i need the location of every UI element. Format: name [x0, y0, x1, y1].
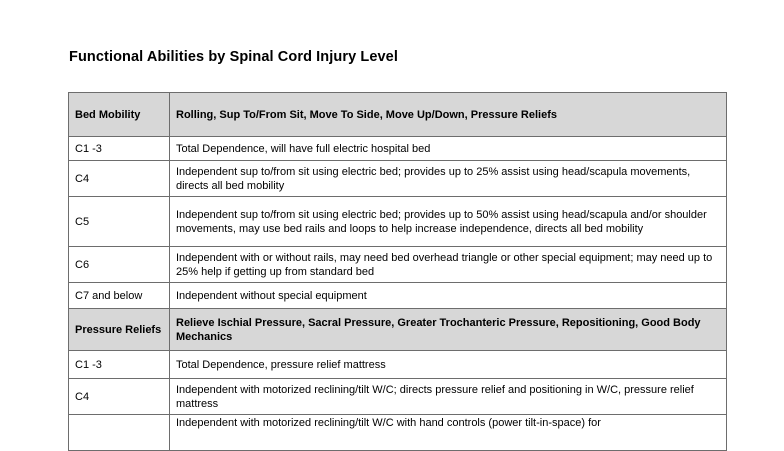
ability-cell: Total Dependence, pressure relief mattress — [170, 351, 727, 379]
ability-cell: Independent with or without rails, may need bed overhead triangle or other special equipment; may need up to 25% help if getting up from standard bed — [170, 247, 727, 283]
table-row — [69, 415, 727, 451]
table-row — [69, 161, 727, 197]
level-cell: C4 — [69, 161, 170, 197]
section-description: Rolling, Sup To/From Sit, Move To Side, Move Up/Down, Pressure Reliefs — [170, 93, 727, 137]
table-row — [69, 197, 727, 247]
ability-cell: Independent sup to/from sit using electric bed; provides up to 50% assist using head/scapula and/or shoulder movements, may use bed rails and loops to help increase independence, directs all bed mobility — [170, 197, 727, 247]
table-row — [69, 137, 727, 161]
ability-cell: Independent without special equipment — [170, 283, 727, 309]
section-label: Pressure Reliefs — [69, 309, 170, 351]
table-row — [69, 379, 727, 415]
section-header-bed-mobility — [69, 93, 727, 137]
level-cell — [69, 415, 170, 451]
table-row — [69, 351, 727, 379]
level-cell: C5 — [69, 197, 170, 247]
section-header-pressure-reliefs — [69, 309, 727, 351]
ability-cell: Total Dependence, will have full electric hospital bed — [170, 137, 727, 161]
ability-cell: Independent with motorized reclining/tilt W/C; directs pressure relief and positioning in W/C, pressure relief mattress — [170, 379, 727, 415]
abilities-table — [68, 92, 727, 451]
ability-cell: Independent sup to/from sit using electric bed; provides up to 25% assist using head/scapula movements, directs all bed mobility — [170, 161, 727, 197]
table-row — [69, 283, 727, 309]
section-label: Bed Mobility — [69, 93, 170, 137]
section-description: Relieve Ischial Pressure, Sacral Pressure, Greater Trochanteric Pressure, Repositioning, Good Body Mechanics — [170, 309, 727, 351]
level-cell: C6 — [69, 247, 170, 283]
level-cell: C1 -3 — [69, 137, 170, 161]
level-cell: C1 -3 — [69, 351, 170, 379]
document-title: Functional Abilities by Spinal Cord Injury Level — [69, 49, 398, 65]
level-cell: C7 and below — [69, 283, 170, 309]
table-row — [69, 247, 727, 283]
ability-cell: Independent with motorized reclining/tilt W/C with hand controls (power tilt-in-space) for — [170, 415, 727, 451]
level-cell: C4 — [69, 379, 170, 415]
